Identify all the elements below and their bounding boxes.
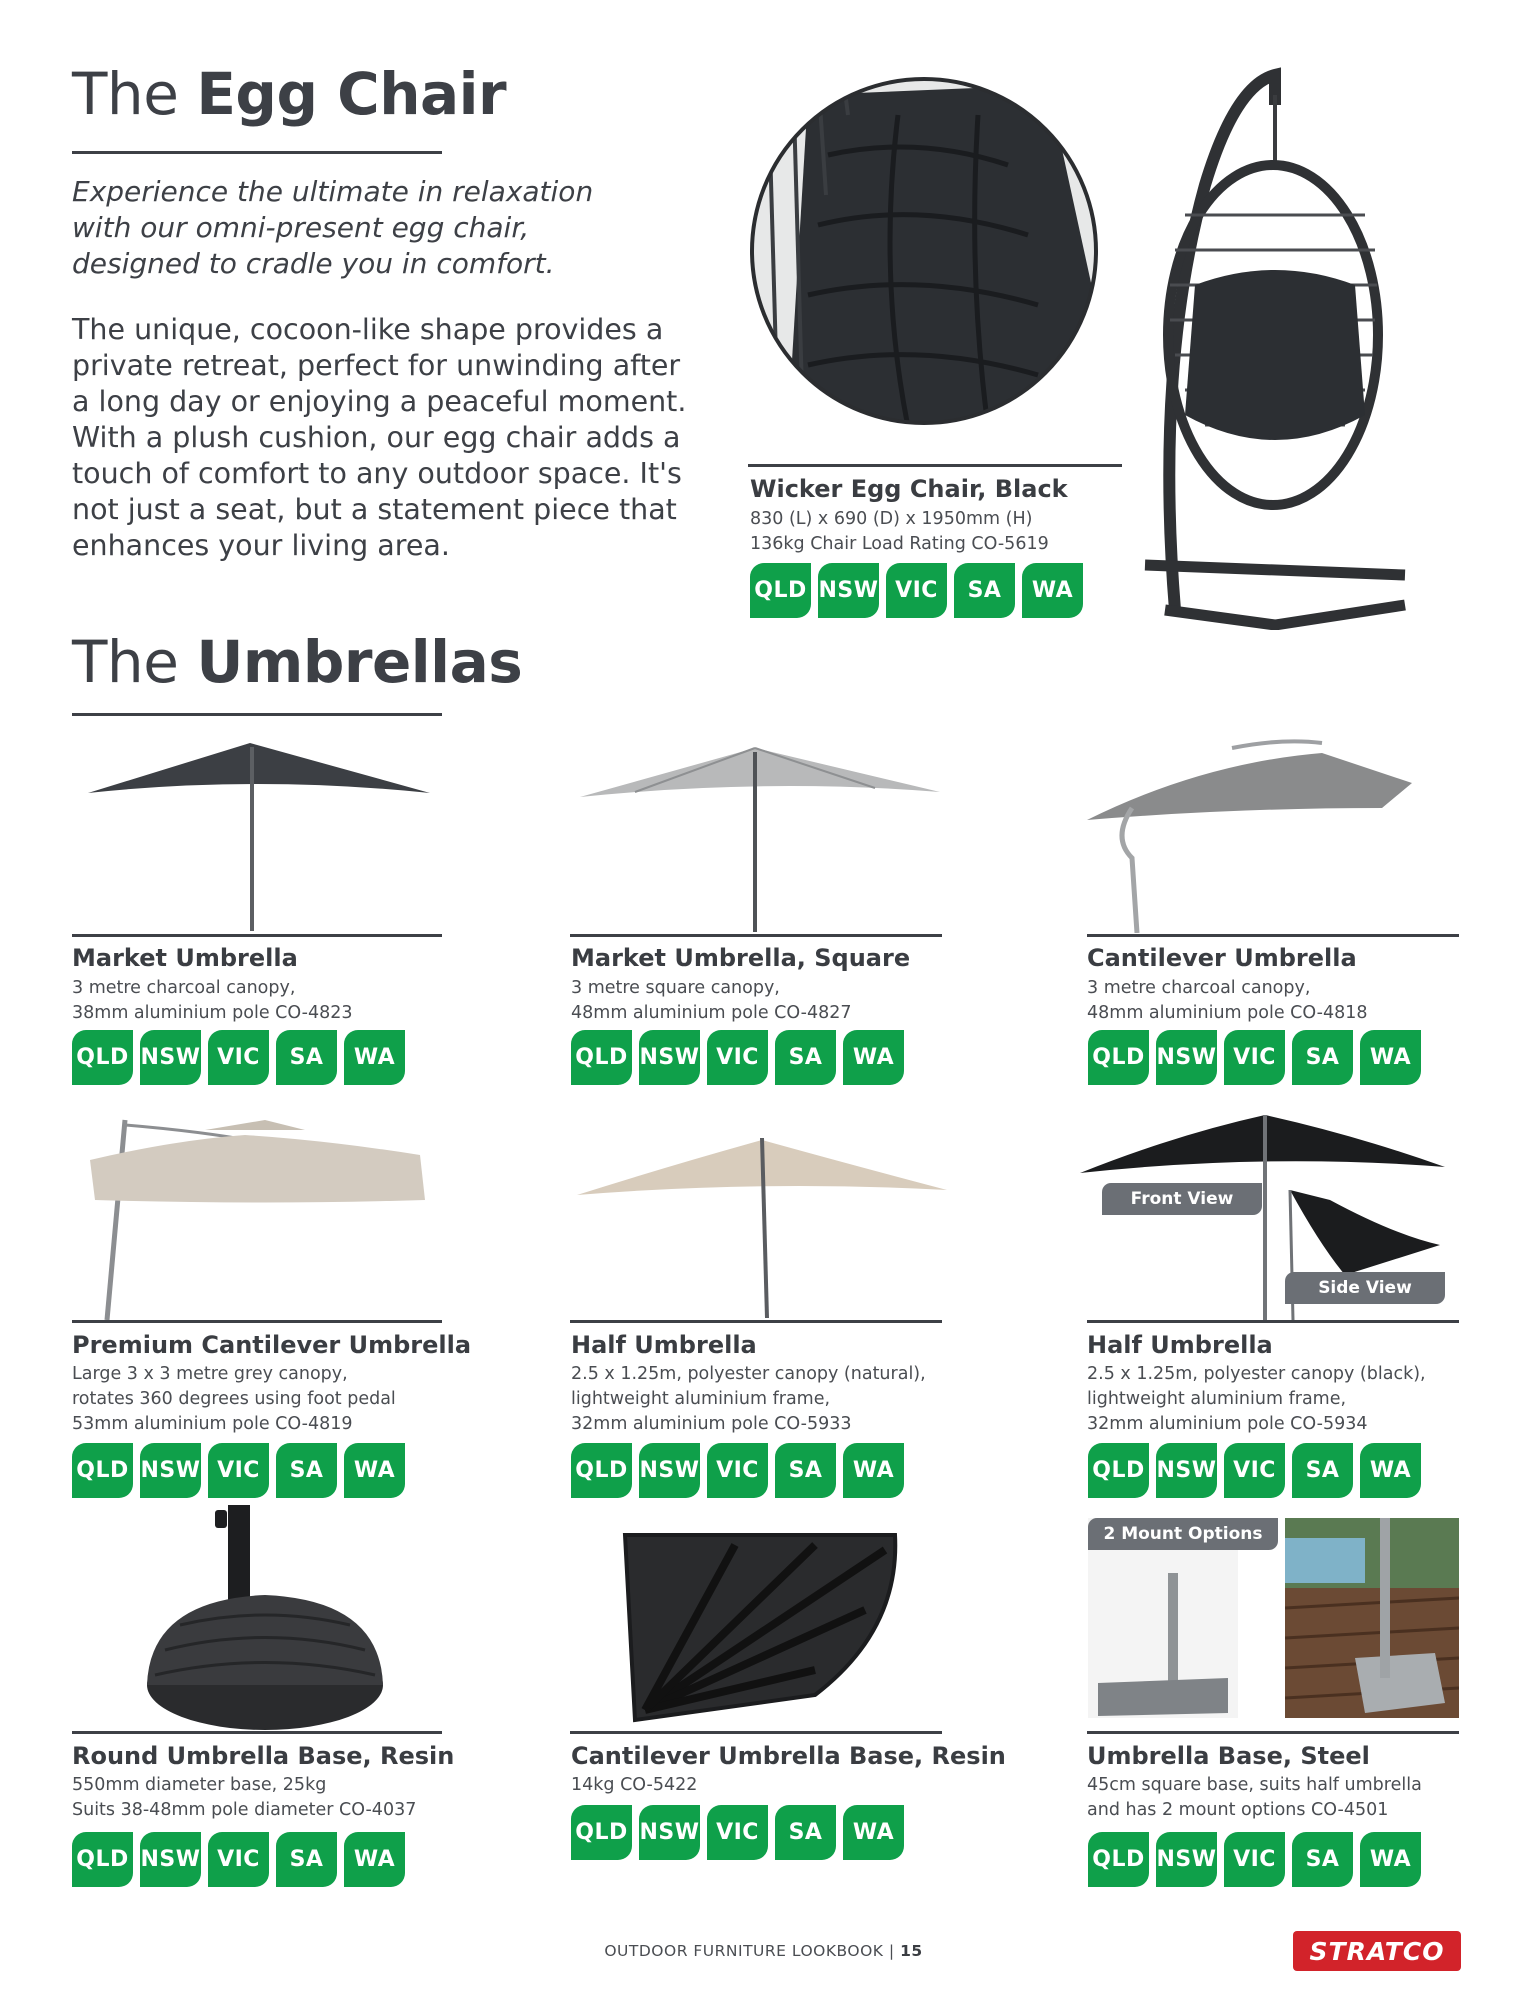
half-umbrella-natural-product xyxy=(571,1330,926,1437)
round-umbrella-base-product xyxy=(72,1741,454,1823)
state-badge: QLD xyxy=(571,1030,632,1085)
state-badge: QLD xyxy=(571,1443,632,1498)
state-badge: SA xyxy=(1292,1443,1353,1498)
state-badge: NSW xyxy=(639,1805,700,1860)
state-badge: QLD xyxy=(750,563,811,618)
state-badge: WA xyxy=(344,1443,405,1498)
side-view-label: Side View xyxy=(1285,1272,1445,1304)
state-badge: VIC xyxy=(707,1805,768,1860)
state-badge: VIC xyxy=(208,1030,269,1085)
state-badge: VIC xyxy=(1224,1030,1285,1085)
state-badge: SA xyxy=(276,1030,337,1085)
front-view-label: Front View xyxy=(1102,1183,1262,1215)
product-title: Cantilever Umbrella xyxy=(1087,944,1357,972)
egg-chair-heading: The Egg Chair xyxy=(72,60,507,128)
umbrellas-heading: The Umbrellas xyxy=(72,628,523,696)
umbrellas-heading-rule xyxy=(72,713,442,716)
premium-cantilever-umbrella-product xyxy=(72,1330,471,1437)
product-line: 3 metre charcoal canopy, xyxy=(72,978,296,998)
state-badge: VIC xyxy=(707,1030,768,1085)
product-line: 2.5 x 1.25m, polyester canopy (natural), xyxy=(571,1364,926,1384)
product-line: 830 (L) x 690 (D) x 1950mm (H) xyxy=(750,509,1033,529)
state-badge: QLD xyxy=(571,1805,632,1860)
egg-intro: Experience the ultimate in relaxation with our omni-present egg chair, designed to cradle you in comfort. xyxy=(72,175,594,280)
egg-chair-product xyxy=(750,474,1068,557)
product-title: Market Umbrella, Square xyxy=(571,944,911,972)
state-badge: QLD xyxy=(72,1443,133,1498)
state-badge: QLD xyxy=(72,1030,133,1085)
state-badge: QLD xyxy=(1088,1443,1149,1498)
product-line: 45cm square base, suits half umbrella xyxy=(1087,1775,1422,1795)
state-badge: SA xyxy=(276,1832,337,1887)
state-badge: SA xyxy=(775,1030,836,1085)
state-badges xyxy=(72,1030,405,1085)
product-title: Cantilever Umbrella Base, Resin xyxy=(571,1742,1006,1770)
state-badge: VIC xyxy=(886,563,947,618)
market-umbrella-product xyxy=(72,943,353,1026)
premium-cantilever-umbrella-image xyxy=(85,1115,430,1320)
product-title: Half Umbrella xyxy=(1087,1331,1273,1359)
state-badges xyxy=(571,1030,904,1085)
product-rule xyxy=(1087,1731,1459,1734)
state-badge: SA xyxy=(1292,1832,1353,1887)
state-badge: QLD xyxy=(1088,1832,1149,1887)
state-badge: WA xyxy=(843,1443,904,1498)
product-line: 14kg CO-5422 xyxy=(571,1775,698,1795)
product-line: lightweight aluminium frame, xyxy=(571,1389,831,1409)
state-badge: SA xyxy=(1292,1030,1353,1085)
product-rule xyxy=(1087,934,1459,937)
egg-chair-detail-image xyxy=(748,75,1100,427)
round-umbrella-base-image xyxy=(140,1500,390,1735)
product-title: Round Umbrella Base, Resin xyxy=(72,1742,455,1770)
state-badge: SA xyxy=(775,1443,836,1498)
state-badge: WA xyxy=(1360,1832,1421,1887)
state-badge: VIC xyxy=(1224,1443,1285,1498)
mount-options-label: 2 Mount Options xyxy=(1088,1518,1278,1550)
product-line: rotates 360 degrees using foot pedal xyxy=(72,1389,396,1409)
state-badge: SA xyxy=(276,1443,337,1498)
product-rule xyxy=(72,934,442,937)
state-badge: WA xyxy=(344,1832,405,1887)
state-badge: SA xyxy=(775,1805,836,1860)
state-badge: WA xyxy=(843,1030,904,1085)
product-line: 53mm aluminium pole CO-4819 xyxy=(72,1414,353,1434)
state-badge: NSW xyxy=(140,1832,201,1887)
state-badge: NSW xyxy=(818,563,879,618)
product-rule xyxy=(72,1320,442,1323)
state-badge: NSW xyxy=(1156,1030,1217,1085)
cantilever-umbrella-base-image xyxy=(615,1520,905,1730)
state-badge: NSW xyxy=(140,1030,201,1085)
stratco-logo: STRATCO xyxy=(1293,1931,1461,1971)
product-line: 136kg Chair Load Rating CO-5619 xyxy=(750,534,1049,554)
product-line: 48mm aluminium pole CO-4827 xyxy=(571,1003,852,1023)
cantilever-umbrella-image xyxy=(1082,738,1422,933)
product-line: 32mm aluminium pole CO-5934 xyxy=(1087,1414,1368,1434)
state-badge: QLD xyxy=(72,1832,133,1887)
product-line: 48mm aluminium pole CO-4818 xyxy=(1087,1003,1368,1023)
cantilever-umbrella-base-product xyxy=(571,1741,1006,1798)
state-badge: WA xyxy=(1022,563,1083,618)
product-title: Wicker Egg Chair, Black xyxy=(750,475,1068,503)
state-badges xyxy=(571,1443,904,1498)
market-umbrella-square-image xyxy=(575,742,945,937)
product-rule xyxy=(570,1320,942,1323)
state-badges xyxy=(1088,1832,1421,1887)
product-rule xyxy=(570,934,942,937)
state-badge: NSW xyxy=(140,1443,201,1498)
state-badge: QLD xyxy=(1088,1030,1149,1085)
steel-umbrella-base-product xyxy=(1087,1741,1422,1823)
product-title: Umbrella Base, Steel xyxy=(1087,1742,1370,1770)
product-line: Suits 38-48mm pole diameter CO-4037 xyxy=(72,1800,417,1820)
state-badge: WA xyxy=(344,1030,405,1085)
product-line: 3 metre charcoal canopy, xyxy=(1087,978,1311,998)
page-footer: OUTDOOR FURNITURE LOOKBOOK | 15 xyxy=(604,1942,923,1960)
product-title: Half Umbrella xyxy=(571,1331,757,1359)
half-umbrella-natural-image xyxy=(572,1130,952,1320)
state-badges xyxy=(750,563,1083,618)
egg-heading-rule xyxy=(72,151,442,154)
half-umbrella-black-product xyxy=(1087,1330,1426,1437)
state-badges xyxy=(571,1805,904,1860)
state-badge: NSW xyxy=(1156,1832,1217,1887)
state-badge: VIC xyxy=(707,1443,768,1498)
cantilever-umbrella-product xyxy=(1087,943,1368,1026)
product-rule xyxy=(1087,1320,1459,1323)
state-badge: VIC xyxy=(208,1832,269,1887)
market-umbrella-image xyxy=(80,735,435,935)
product-line: 2.5 x 1.25m, polyester canopy (black), xyxy=(1087,1364,1426,1384)
product-title: Market Umbrella xyxy=(72,944,298,972)
state-badge: VIC xyxy=(1224,1832,1285,1887)
state-badges xyxy=(1088,1030,1421,1085)
product-title: Premium Cantilever Umbrella xyxy=(72,1331,472,1359)
egg-description: The unique, cocoon-like shape provides a private retreat, perfect for unwinding after a long day or enjoying a peaceful moment. With a plush cushion, our egg chair adds a touch of comfort to any outdoor space. It's not just a seat, but a statement piece that enhances your living area. xyxy=(72,313,687,562)
state-badge: WA xyxy=(1360,1443,1421,1498)
product-line: 32mm aluminium pole CO-5933 xyxy=(571,1414,852,1434)
state-badges xyxy=(72,1832,405,1887)
state-badge: VIC xyxy=(208,1443,269,1498)
state-badge: SA xyxy=(954,563,1015,618)
product-rule xyxy=(72,1731,442,1734)
state-badge: NSW xyxy=(1156,1443,1217,1498)
steel-base-photo xyxy=(1285,1518,1459,1718)
state-badge: NSW xyxy=(639,1443,700,1498)
product-line: lightweight aluminium frame, xyxy=(1087,1389,1347,1409)
product-line: Large 3 x 3 metre grey canopy, xyxy=(72,1364,348,1384)
product-line: 3 metre square canopy, xyxy=(571,978,780,998)
product-line: and has 2 mount options CO-4501 xyxy=(1087,1800,1389,1820)
product-line: 38mm aluminium pole CO-4823 xyxy=(72,1003,353,1023)
egg-product-rule xyxy=(748,464,1122,467)
product-line: 550mm diameter base, 25kg xyxy=(72,1775,327,1795)
state-badge: WA xyxy=(1360,1030,1421,1085)
state-badge: WA xyxy=(843,1805,904,1860)
state-badges xyxy=(72,1443,405,1498)
product-rule xyxy=(570,1731,942,1734)
state-badge: NSW xyxy=(639,1030,700,1085)
state-badges xyxy=(1088,1443,1421,1498)
egg-chair-image xyxy=(1125,65,1425,630)
market-umbrella-square-product xyxy=(571,943,910,1026)
